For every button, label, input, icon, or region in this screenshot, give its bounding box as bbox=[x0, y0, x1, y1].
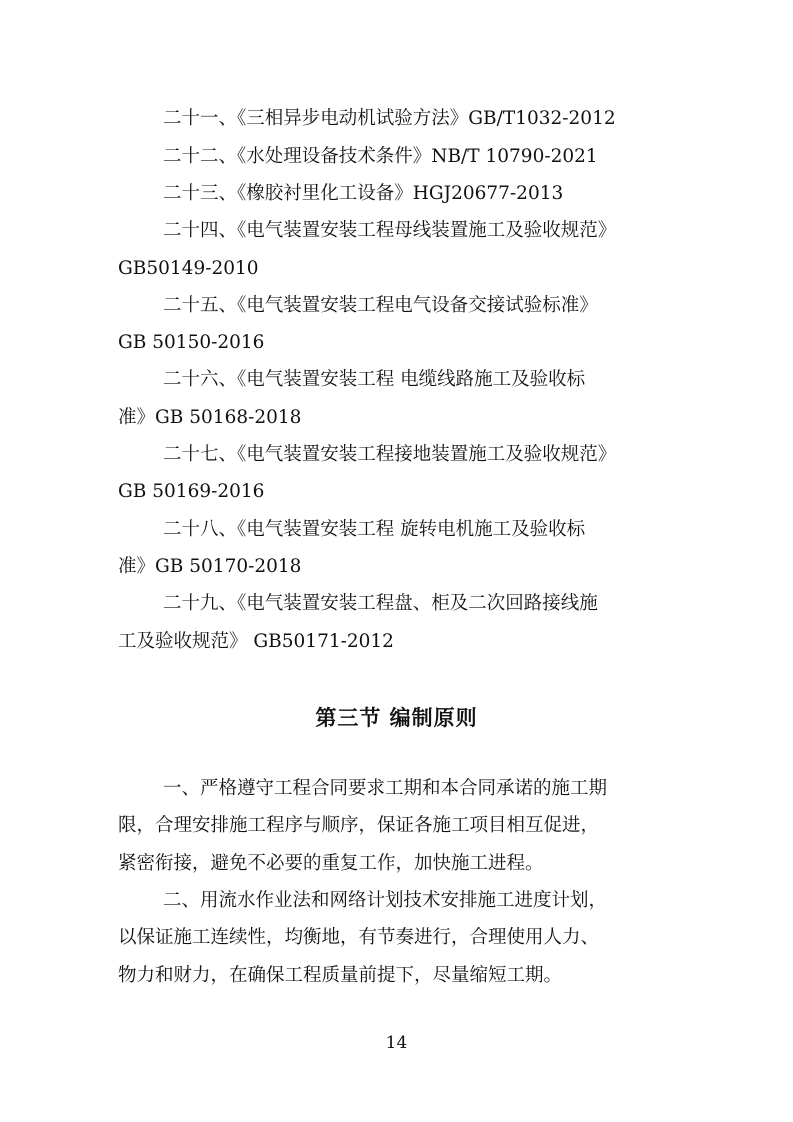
reference-item-29-continued: 工及验收规范》 GB50171-2012 bbox=[118, 631, 394, 652]
reference-item-26: 二十六、《电气装置安装工程 电缆线路施工及验收标 bbox=[163, 369, 586, 390]
paragraph-2-line-3: 物力和财力，在确保工程质量前提下，尽量缩短工期。 bbox=[118, 965, 563, 986]
reference-item-22: 二十二、《水处理设备技术条件》NB/T 10790-2021 bbox=[163, 146, 598, 167]
section-title: 第三节 编制原则 bbox=[315, 706, 478, 730]
reference-item-21: 二十一、《三相异步电动机试验方法》GB/T1032-2012 bbox=[163, 108, 616, 129]
reference-item-25-continued: GB 50150-2016 bbox=[118, 332, 265, 353]
reference-item-29: 二十九、《电气装置安装工程盘、柜及二次回路接线施 bbox=[163, 593, 598, 614]
reference-item-27-continued: GB 50169-2016 bbox=[118, 481, 265, 502]
paragraph-1-line-3: 紧密衔接，避免不必要的重复工作，加快施工进程。 bbox=[118, 853, 544, 874]
paragraph-2-line-2: 以保证施工连续性，均衡地，有节奏进行，合理使用人力、 bbox=[118, 927, 600, 948]
reference-item-25: 二十五、《电气装置安装工程电气设备交接试验标准》 bbox=[163, 295, 598, 316]
paragraph-1-line-1: 一、严格遵守工程合同要求工期和本合同承诺的施工期 bbox=[163, 778, 608, 799]
reference-item-23: 二十三、《橡胶衬里化工设备》HGJ20677-2013 bbox=[163, 183, 564, 204]
reference-item-26-continued: 准》GB 50168-2018 bbox=[118, 407, 302, 428]
reference-item-24: 二十四、《电气装置安装工程母线装置施工及验收规范》 bbox=[163, 220, 617, 241]
reference-item-27: 二十七、《电气装置安装工程接地装置施工及验收规范》 bbox=[163, 444, 617, 465]
paragraph-1-line-2: 限，合理安排施工程序与顺序，保证各施工项目相互促进， bbox=[118, 815, 600, 836]
reference-item-28-continued: 准》GB 50170-2018 bbox=[118, 556, 302, 577]
reference-item-28: 二十八、《电气装置安装工程 旋转电机施工及验收标 bbox=[163, 519, 586, 540]
page-number: 14 bbox=[385, 1033, 408, 1053]
reference-item-24-continued: GB50149-2010 bbox=[118, 258, 259, 279]
paragraph-2-line-1: 二、用流水作业法和网络计划技术安排施工进度计划， bbox=[163, 890, 608, 911]
